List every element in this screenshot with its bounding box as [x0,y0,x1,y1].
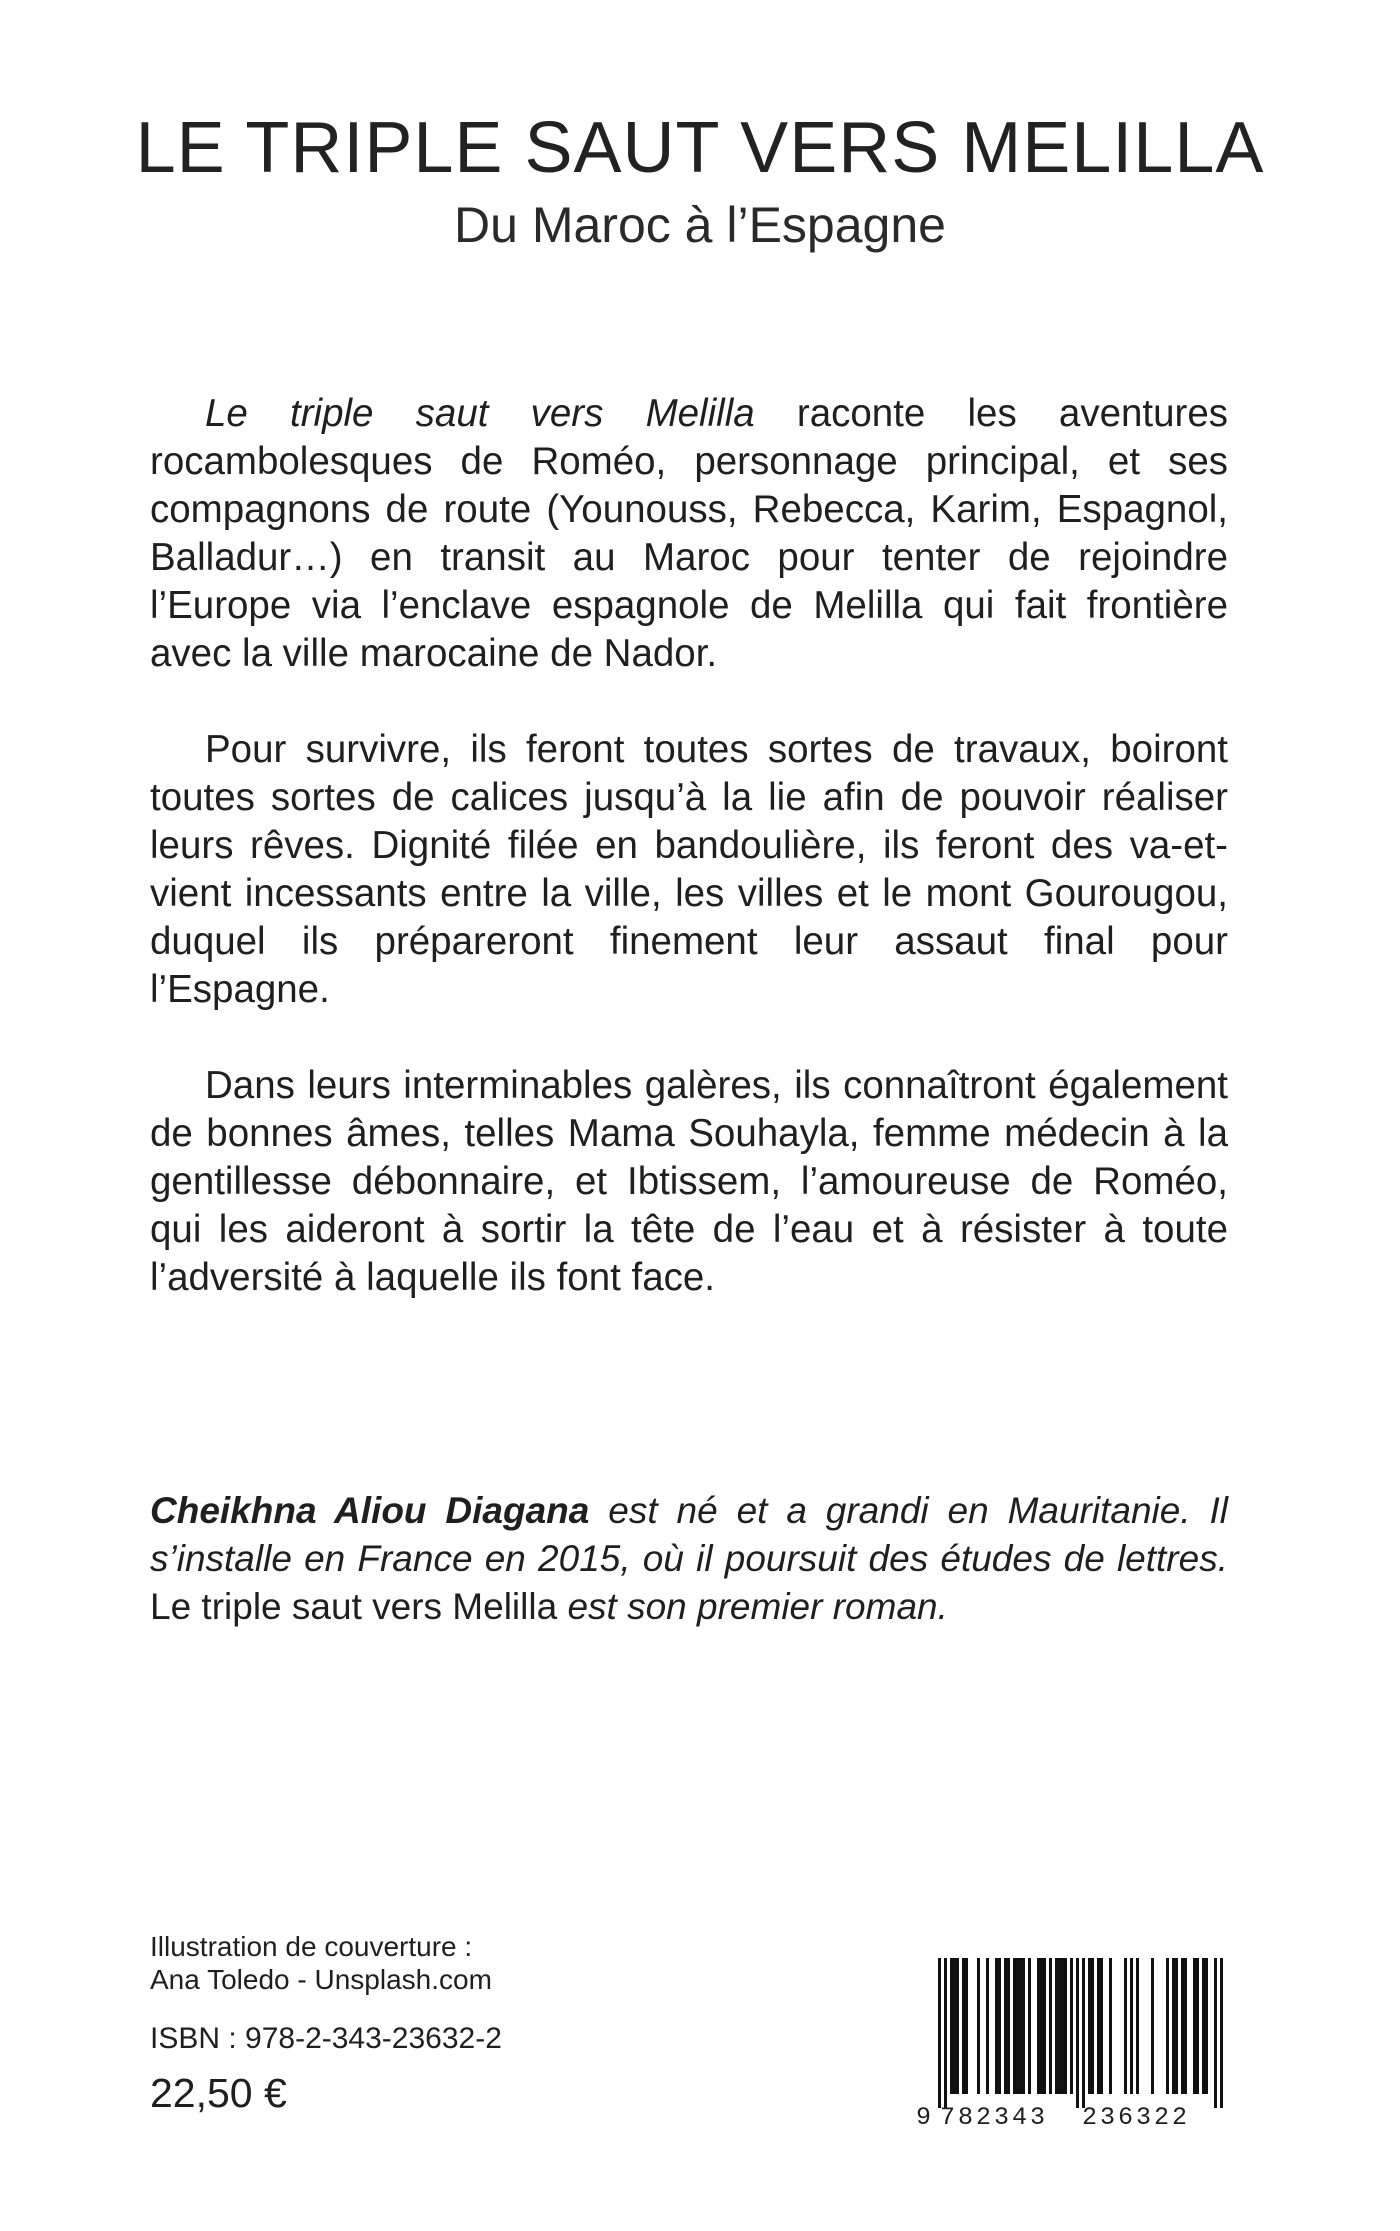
barcode-bar [1136,1958,1139,2094]
barcode-guard-bar [944,1958,947,2108]
cover-credit [150,1930,492,1996]
barcode [916,1958,1226,2128]
blurb-paragraph-3: Dans leurs interminables galères, ils connaîtront également de bonnes âmes, telles Mama Souhayla, femme médecin à la gentillesse débonnaire, et Ibtissem, l’amoureuse de Roméo, qui les aideront à sortir la tête de l’eau et à résister à toute l’adversité à laquelle ils font face. [150,1064,1228,1299]
barcode-bar [1088,1958,1094,2094]
blurb-paragraph-1-text: raconte les aventures rocambolesques de Roméo, personnage principal, et ses compagnons de route (Younouss, Rebecca, Karim, Espagnol, Balladur…) en transit au Maroc pour tenter de rejoindre l’Europe via l’enclave espagnole de Melilla qui fait frontière avec la ville marocaine de Nador. [150,392,1228,675]
barcode-bar [1028,1958,1031,2094]
barcode-bar [977,1958,980,2094]
barcode-first-digit: 9 [916,2103,932,2128]
barcode-bar [1172,1958,1178,2094]
cover-credit-source: Ana Toledo - Unsplash.com [150,1964,492,1995]
author-bio-text-1: est né et a grandi en Mauritanie. Il s’installe en France en 2015, où il poursuit des études de lettres. [150,1490,1228,1579]
barcode-bar [1013,1958,1025,2094]
barcode-bar [1181,1958,1187,2094]
barcode-bar [1049,1958,1052,2094]
barcode-bar [1055,1958,1067,2094]
book-title: LE TRIPLE SAUT VERS MELILLA [135,108,1265,188]
back-cover-blurb [150,390,1228,1350]
barcode-bar [1166,1958,1169,2094]
cover-credit-label: Illustration de couverture : [150,1931,473,1962]
isbn: ISBN : 978-2-343-23632-2 [150,2022,502,2055]
blurb-paragraph-2: Pour survivre, ils feront toutes sortes de travaux, boiront toutes sortes de calices jusqu’à la lie afin de pouvoir réaliser leurs rêves. Dignité filée en bandoulière, ils feront des va-et-vient incessants entre la ville, les villes et le mont Gourougou, duquel ils prépareront finement leur assaut final pour l’Espagne. [150,728,1228,1011]
barcode-guard-bar [1076,1958,1079,2108]
barcode-bar [986,1958,989,2094]
barcode-bar [1070,1958,1073,2094]
blurb-book-title: Le triple saut vers Melilla [205,392,755,435]
barcode-guard-bar [1220,1958,1223,2108]
barcode-bar [1109,1958,1112,2094]
author-bio-text-2: est son premier roman. [557,1586,948,1627]
barcode-right-digits: 236322 [1082,2103,1191,2128]
barcode-bar [1130,1958,1133,2094]
price: 22,50 € [150,2070,287,2116]
barcode-bar [1004,1958,1010,2094]
barcode-guard-bar [1214,1958,1217,2108]
barcode-bars [938,1958,1223,2108]
barcode-bar [1037,1958,1046,2094]
author-bio [150,1487,1228,1631]
barcode-bar [1151,1958,1154,2094]
barcode-guard-bar [1082,1958,1085,2108]
barcode-guard-bar [938,1958,941,2108]
barcode-bar [1097,1958,1103,2094]
blurb-paragraph-1 [150,390,1228,678]
author-bio-book-title: Le triple saut vers Melilla [150,1586,558,1627]
barcode-bar [1124,1958,1127,2094]
barcode-left-digits: 782343 [940,2103,1049,2128]
barcode-bar [950,1958,959,2094]
barcode-bar [995,1958,1001,2094]
barcode-bar [962,1958,968,2094]
barcode-bar [1202,1958,1208,2094]
author-name: Cheikhna Aliou Diagana [150,1490,590,1531]
barcode-bar [1193,1958,1199,2094]
book-subtitle: Du Maroc à l’Espagne [454,197,946,253]
